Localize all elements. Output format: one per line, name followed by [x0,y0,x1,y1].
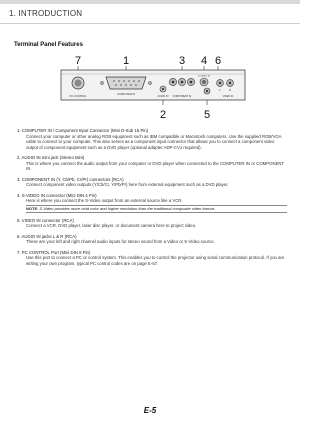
item-title: 5. VIDEO IN connector (RCA) [17,217,74,223]
item-title: 4. S-VIDEO IN connector (Mini DIN 4 Pin) [17,192,97,198]
audio-l-label: L [219,89,221,92]
callout-4: 4 [200,55,208,67]
s-video-label: S-VIDEO IN [198,75,210,78]
list-item [17,250,287,267]
pc-control-label: PC CONTROL [69,95,87,98]
section-title: Terminal Panel Features [14,42,83,48]
callout-2: 2 [159,109,167,121]
callout-1: 1 [122,55,130,67]
callout-5: 5 [203,109,211,121]
item-title: 6. AUDIO IN jacks L & R (RCA) [17,233,77,239]
callout-3: 3 [178,55,186,67]
item-title: 3. COMPONENT IN (Y, Cb/Pb, Cr/Pr) connectors (RCA) [17,176,124,182]
item-body: Connect component video outputs (Y/Cb/Cr, Y/Pb/Pr) here from external equipment such as a DVD player. [26,182,229,187]
audio-in-label: AUDIO IN [157,95,169,98]
item-body: These are your left and right channel audio inputs for stereo sound from a Video or S-Video source. [26,239,215,244]
page-number: E-5 [143,406,157,415]
item-title: 1. COMPUTER IN / Component Input Connector (Mini D-Sub 15 Pin) [17,128,149,133]
page-header [0,0,300,24]
list-item [17,193,287,213]
computer-in-connector [106,77,146,89]
audio-r-label: R [229,89,231,92]
chapter-title: 1. INTRODUCTION [9,9,83,18]
list-item [17,155,287,172]
component-in-connectors [169,78,194,85]
item-body: This is where you connect the audio output from your computer or DVD player when connected to the COMPUTER IN or COMPONENT IN. [26,160,285,171]
video-in-label: VIDEO IN [222,95,234,98]
terminal-panel-diagram [58,53,248,121]
feature-list [17,128,287,271]
callout-6: 6 [214,55,222,67]
note-label: NOTE [26,206,38,211]
item-body: Connect a VCR, DVD player, laser disc player, or document camera here to project video. [26,223,197,228]
list-item [17,234,287,245]
item-title: 7. PC CONTROL Port (Mini DIN 8 Pin) [17,249,91,255]
callout-7: 7 [74,55,82,67]
item-body: Use this port to connect a PC or control system. This enables you to control the projector using serial communication protocol. If you are writing your own program, typical PC control codes are on page E-57. [26,255,285,266]
component-in-label: COMPONENT IN [172,95,192,98]
list-item [17,177,287,188]
item-title: 2. AUDIO IN mini jack (Stereo Mini) [17,155,85,160]
header-accent-bar [0,0,300,4]
list-item [17,218,287,229]
note-text: : S-Video provides more vivid color and higher resolution than the traditional composite video format. [37,206,215,211]
item-body: Here is where you connect the S-Video output from an external source like a VCR. [26,198,183,203]
item-body: Connect your computer or other analog RGB equipment such as IBM compatible or Macintosh computers. Use the supplied RGB/VGA cable to connect to your computer. This also serves as a component input connector that allows you to connect a component video output of component equipment such as a DVD player (optional adapter ADP-CV1 required). [26,133,282,150]
list-item [17,128,287,150]
computer-in-label: COMPUTER IN [116,93,136,96]
note-box [26,205,287,213]
